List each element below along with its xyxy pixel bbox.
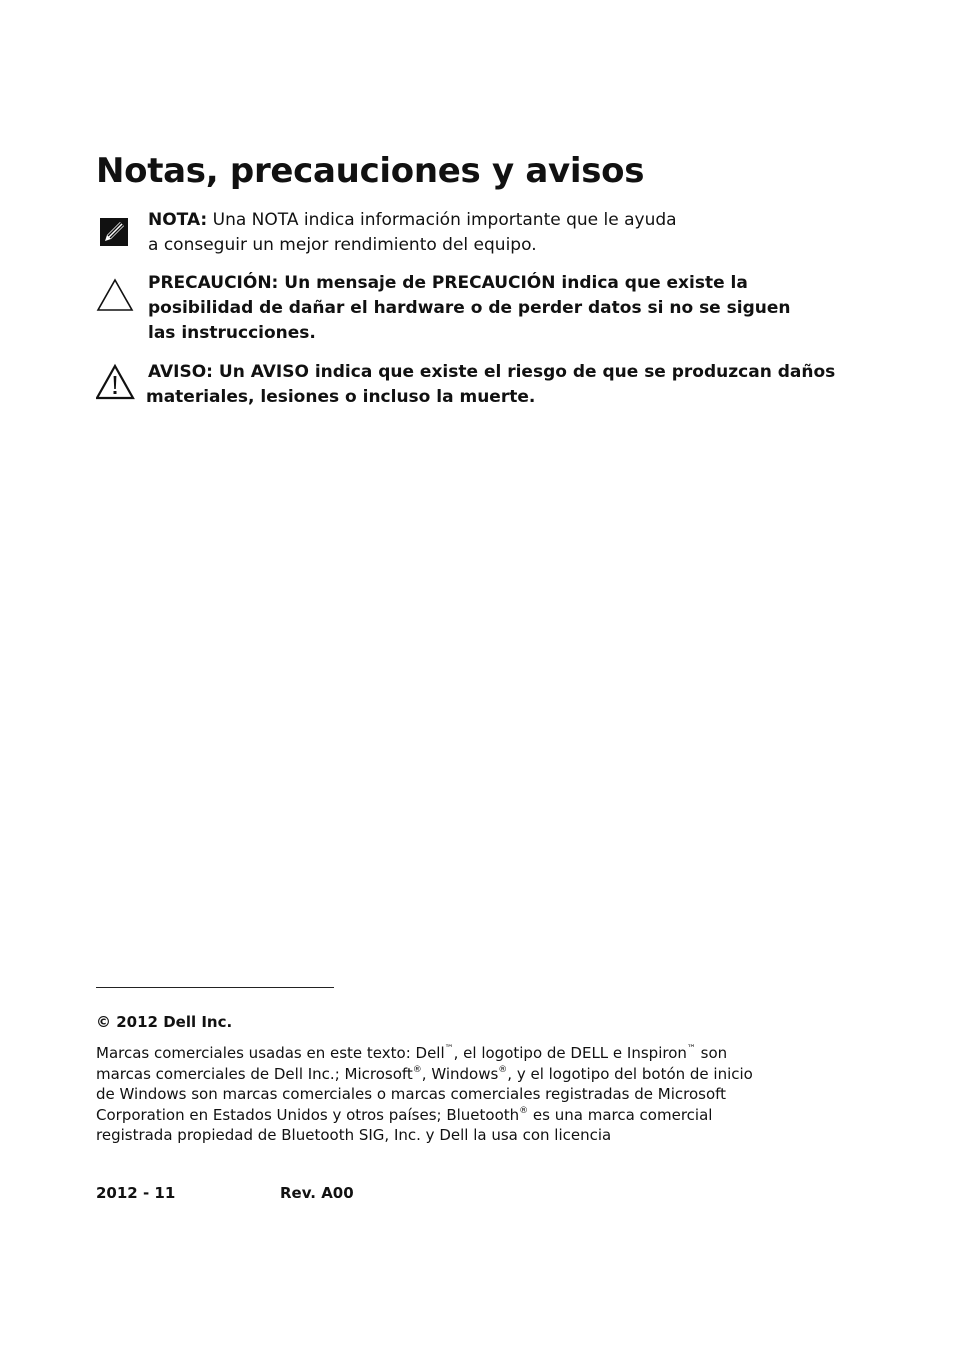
caution-text-line3: las instrucciones.: [148, 323, 316, 343]
registered-mark: ®: [412, 1064, 422, 1075]
trademarks-line-5: registrada propiedad de Bluetooth SIG, Inc. y Dell la usa con licencia: [96, 1126, 612, 1145]
note-text-line1: Una NOTA indica información importante que le ayuda: [207, 210, 677, 230]
tm-mark: ™: [686, 1044, 696, 1054]
registered-mark: ®: [498, 1064, 508, 1075]
caution-text: [148, 271, 868, 346]
note-text-line2: a conseguir un mejor rendimiento del equipo.: [148, 235, 537, 255]
trademarks-line-4: Corporation en Estados Unidos y otros países; Bluetooth® es una marca comercial: [96, 1105, 713, 1124]
footer-rule: [96, 987, 334, 988]
caution-text-line1: PRECAUCIÓN: Un mensaje de PRECAUCIÓN indica que existe la: [148, 273, 748, 293]
trademarks-line-1: Marcas comerciales usadas en este texto: Dell™, el logotipo de DELL e Inspiron™ son: [96, 1044, 728, 1062]
note-label: NOTA:: [148, 210, 208, 230]
triangle-caution-icon: [96, 277, 136, 317]
copyright: © 2012 Dell Inc.: [96, 1013, 233, 1031]
warning-text-line2: materiales, lesiones o incluso la muerte.: [146, 387, 536, 407]
note-text: [148, 208, 868, 258]
trademarks-line-2: marcas comerciales de Dell Inc.; Microsoft®, Windows®, y el logotipo del botón de inicio: [96, 1064, 753, 1083]
triangle-exclamation-warning-icon: [96, 363, 136, 403]
page-title: Notas, precauciones y avisos: [96, 151, 645, 191]
pencil-note-icon: [96, 214, 136, 254]
caution-text-line2: posibilidad de dañar el hardware o de perder datos si no se siguen: [148, 298, 791, 318]
trademarks-notice: [96, 1043, 836, 1146]
revision-number: Rev. A00: [280, 1184, 354, 1202]
tm-mark: ™: [444, 1044, 454, 1054]
warning-text: [148, 360, 868, 410]
registered-mark: ®: [519, 1105, 529, 1116]
warning-text-line1: AVISO: Un AVISO indica que existe el riesgo de que se produzcan daños: [148, 362, 836, 382]
trademarks-line-3: de Windows son marcas comerciales o marcas comerciales registradas de Microsoft: [96, 1085, 727, 1104]
revision-date: 2012 - 11: [96, 1184, 176, 1202]
